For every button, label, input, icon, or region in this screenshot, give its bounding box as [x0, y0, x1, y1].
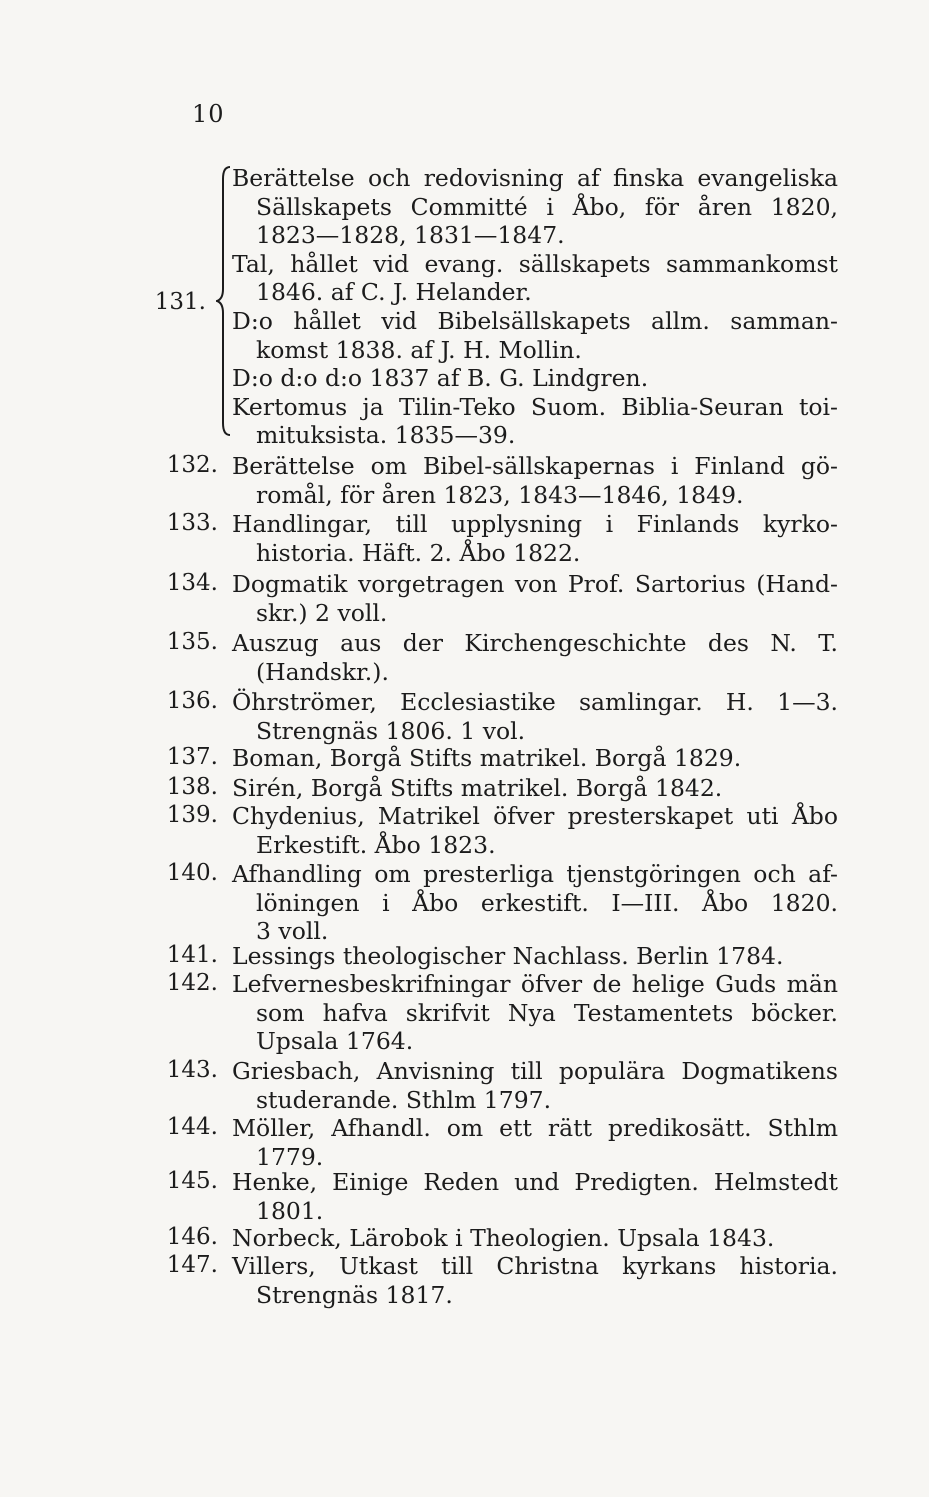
entry-line: Griesbach, Anvisning till populära Dogmatikens: [232, 1057, 838, 1085]
entry-line: Öhrströmer, Ecclesiastike samlingar. H. 1—3.: [232, 688, 838, 716]
entry-line: Sällskapets Committé i Åbo, för åren 1820,: [256, 192, 838, 221]
entry-line: Villers, Utkast till Christna kyrkans historia.: [232, 1252, 838, 1280]
entry-number: 146.: [166, 1224, 218, 1250]
entry-number: 137.: [166, 744, 218, 770]
entry-line: historia. Häft. 2. Åbo 1822.: [256, 538, 581, 567]
entry-line: Handlingar, till upplysning i Finlands kyrko-: [232, 510, 838, 538]
entry-number: 134.: [166, 570, 218, 596]
entry-line: Lessings theologischer Nachlass. Berlin 1784.: [232, 942, 784, 970]
entry-line: (Handskr.).: [256, 657, 389, 686]
entry-line: mituksista. 1835—39.: [256, 421, 516, 450]
entry-line: D:o d:o d:o 1837 af B. G. Lindgren.: [232, 364, 649, 393]
entry-line: Afhandling om presterliga tjenstgöringen och af-: [232, 860, 838, 888]
entry-number: 140.: [166, 860, 218, 886]
entry-line: 1846. af C. J. Helander.: [256, 278, 532, 307]
entry-line: D:o hållet vid Bibelsällskapets allm. samman-: [232, 307, 838, 335]
entry-number: 139.: [166, 802, 218, 828]
entry-number: 143.: [166, 1057, 218, 1083]
entry-line: löningen i Åbo erkestift. I—III. Åbo 1820.: [256, 888, 838, 917]
entry-number: 131.: [154, 288, 206, 315]
entry-line: Norbeck, Lärobok i Theologien. Upsala 1843.: [232, 1224, 775, 1252]
entry-number: 132.: [166, 452, 218, 478]
entry-number: 133.: [166, 510, 218, 536]
entry-line: 1801.: [256, 1196, 324, 1225]
entry-line: Strengnäs 1806. 1 vol.: [256, 716, 526, 745]
entry-line: skr.) 2 voll.: [256, 598, 388, 627]
entry-line: Dogmatik vorgetragen von Prof. Sartorius (Hand-: [232, 570, 838, 598]
entry-line: romål, för åren 1823, 1843—1846, 1849.: [256, 480, 744, 509]
entry-line: som hafva skrifvit Nya Testamentets böcker.: [256, 998, 838, 1027]
entry-line: 1823—1828, 1831—1847.: [256, 221, 565, 250]
entry-line: Auszug aus der Kirchengeschichte des N. T.: [232, 629, 838, 657]
entry-number: 136.: [166, 688, 218, 714]
entry-line: Sirén, Borgå Stifts matrikel. Borgå 1842.: [232, 774, 723, 802]
entry-number: 145.: [166, 1168, 218, 1194]
entry-line: 3 voll.: [256, 917, 329, 946]
entry-line: studerande. Sthlm 1797.: [256, 1085, 552, 1114]
entry-line: Möller, Afhandl. om ett rätt predikosätt. Sthlm: [232, 1114, 838, 1142]
entry-number: 142.: [166, 970, 218, 996]
entry-number: 144.: [166, 1114, 218, 1140]
entry-number: 141.: [166, 942, 218, 968]
entry-line: Henke, Einige Reden und Predigten. Helmstedt: [232, 1168, 838, 1196]
page-number: 10: [192, 100, 225, 128]
entry-line: Chydenius, Matrikel öfver presterskapet uti Åbo: [232, 802, 838, 830]
entry-line: Boman, Borgå Stifts matrikel. Borgå 1829.: [232, 744, 742, 772]
entry-line: Tal, hållet vid evang. sällskapets sammankomst: [232, 249, 838, 278]
entry-number: 138.: [166, 774, 218, 800]
entry-line: 1779.: [256, 1142, 324, 1171]
entry-line: komst 1838. af J. H. Mollin.: [256, 335, 582, 364]
entry-line: Upsala 1764.: [256, 1027, 414, 1056]
entry-line: Erkestift. Åbo 1823.: [256, 830, 496, 859]
entry-line: Strengnäs 1817.: [256, 1280, 453, 1309]
entry-number: 147.: [166, 1252, 218, 1278]
entry-line: Berättelse om Bibel-sällskapernas i Finland gö-: [232, 452, 838, 480]
group-brace: [216, 165, 232, 437]
entry-line: Kertomus ja Tilin-Teko Suom. Biblia-Seuran toi-: [232, 392, 838, 421]
entry-line: Berättelse och redovisning af finska evangeliska: [232, 164, 838, 192]
entry-number: 135.: [166, 629, 218, 655]
entry-line: Lefvernesbeskrifningar öfver de helige Guds män: [232, 970, 838, 998]
